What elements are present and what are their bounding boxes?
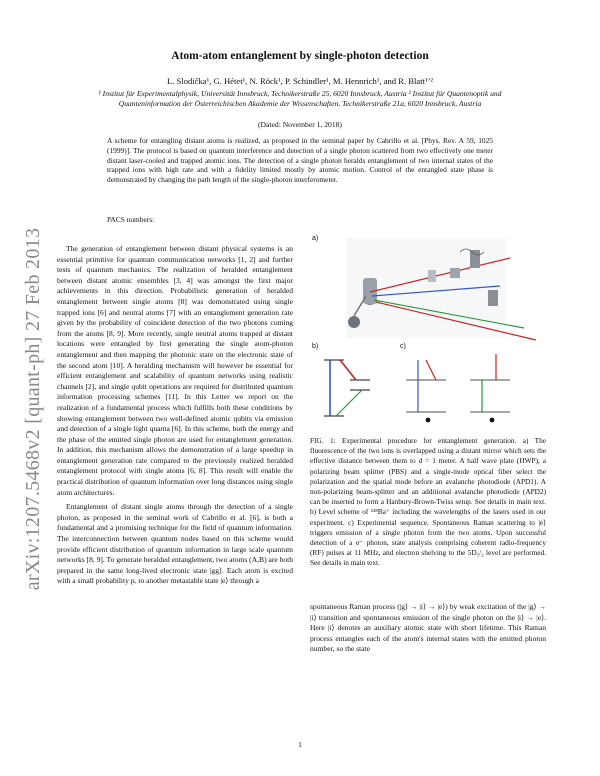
page-number: 1 [298,740,302,749]
figure-1 [310,230,546,428]
paper-title: Atom-atom entanglement by single-photon detection [171,50,429,62]
panel-c-label: c) [400,343,406,350]
transition-red [340,360,356,380]
apd2-detector [488,290,498,306]
panel-b-label: b) [312,343,319,350]
paragraph-cabrillo: Entanglement of distant single atoms through the detection of a single photon, as proposed in the seminal work of Cabrillo et al. [6], is both a fundamental and a promising technique for the field of quantum information. The interconnection between quantum nodes based on this scheme would provide efficient distribution of quantum information in large scale quantum networks [8, 9]. To generate heralded entanglement, two atoms (A,B) are both prepared in the same long-lived electronic state |gg⟩. Each atom is excited with a small probability pₑ to another metastable state |e⟩ through a [57,502,293,586]
date-line: (Dated: November 1, 2018) [258,120,342,129]
seq-emission [426,360,436,380]
arxiv-stamp: arXiv:1207.5468v2 [quant-ph] 27 Feb 2013 [22,227,44,591]
hwp-optic [428,270,436,282]
figure-caption: FIG. 1: Experimental procedure for entanglement generation. a) The fluorescence of the two ions is overlapped using a distant mirror which sets the effective distance between them to d = 1 meter. A half wave plate (HWP), a polarizing beam splitter (PBS) and a single-mode optical fiber select the polarization and the spatial mode before an avalanche photodiode (APD1). A non-polarizing beam-splitter and an additional avalanche photodiode (APD2) can be inserted to form a Hanbury-Brown-Twiss setup. See details in main text. b) Level scheme of ¹³⁸Ba⁺ including the wavelengths of the lasers used in our experiment. c) Experimental sequence. Spontaneous Raman scattering to |e⟩ triggers emission of a single photon from the two atoms. Upon successful detection of a σ⁻ photon, state analysis comprising coherent radio-frequency (RF) pulses at 11 MHz, and electron shelving to the 5D₅/₂ level are performed. See details in main text. [310,436,546,568]
pbs-optic [450,268,460,278]
mirror-mount-icon [348,316,360,328]
abstract: A scheme for entangling distant atoms is realized, as proposed in the seminal paper by Cabrillo et al. [Phys. Rev. A 59, 1025 (1999)]. The protocol is based on quantum interference and detection of a single photon scattered from two effectively one meter distant laser-cooled and trapped atomic ions. The detection of a single photon heralds entanglement of two internal states of the trapped ions with high rate and with a fidelity limited mostly by atomic motion. Control of the entangled state phase is demonstrated by changing the path length of the single-photon interferometer. [107,136,493,185]
author-list: L. Slodička¹, G. Hétet¹, N. Röck¹, P. Schindler¹, M. Hennrich¹, and R. Blatt¹ʼ² [166,76,434,86]
affiliations: ¹ Institut für Experimentalphysik, Universität Innsbruck, Technikerstraße 25, 6020 Innsbruck, Austria ² Institut für Quantenoptik und Quanteninformation der Österreichischen Akademie der Wissenschaften, Technikerstraße 21a, 6020 Innsbruck, Austria [98,89,502,109]
pacs-numbers: PACS numbers: [107,215,155,224]
ion-a-marker [426,418,431,423]
figure-1-drawing [310,230,546,428]
paragraph-raman: spontaneous Raman process (|g⟩ → |i⟩ → |e⟩) by weak excitation of the |g⟩ → |i⟩ transition and spontaneous emission of the single photon on the |i⟩ → |e⟩. Here |i⟩ denotes an auxiliary atomic state with short lifetime. This Raman process entangles each of the atom's internal states with the emitted photon number, so the state [310,602,546,654]
apd1-detector [470,250,480,268]
left-column [57,244,293,591]
panel-a-label: a) [312,235,319,242]
transition-green [336,390,362,416]
right-column [310,602,546,655]
ion-b-marker [490,418,495,423]
paragraph-intro: The generation of entanglement between distant physical systems is an essential primitive for quantum communication networks [1, 2] and further tests of quantum mechanics. The realization of heralded entanglement between distant atomic ensembles [3, 4] was amongst the first major achievements in this direction. Probabilistic generation of heralded entanglement between single atoms [8] was demonstrated using single trapped ions [6] and neutral atoms [7] with an entanglement generation rate given by the probability of coincident detection of the two photons coming from the atoms [8, 9]. More recently, single neutral atoms trapped at distant locations were entangled by first generating the single atom-photon entanglement and then mapping the photonic state on the electronic state of the second atom [10]. A heralding mechanism will however be essential for efficient entanglement and scalability of quantum networks using realistic channels [2], and single qubit operations are required for distributed quantum information processing schemes [11]. In this Letter we report on the realization of a fundamental process which fulfills both these conditions by showing entanglement between two well-defined atomic qubits via emission and detection of a single light quanta [6]. In this scheme, both the energy and the phase of the emitted single photon are used for entanglement generation. In addition, this mechanism allows the demonstration of a large speedup in entanglement generation rate compared to the previously realized heralded entanglement protocol with single atoms [6, 8]. This result will enable the practical distribution of quantum information over long distances using single atom architectures. [57,244,293,497]
